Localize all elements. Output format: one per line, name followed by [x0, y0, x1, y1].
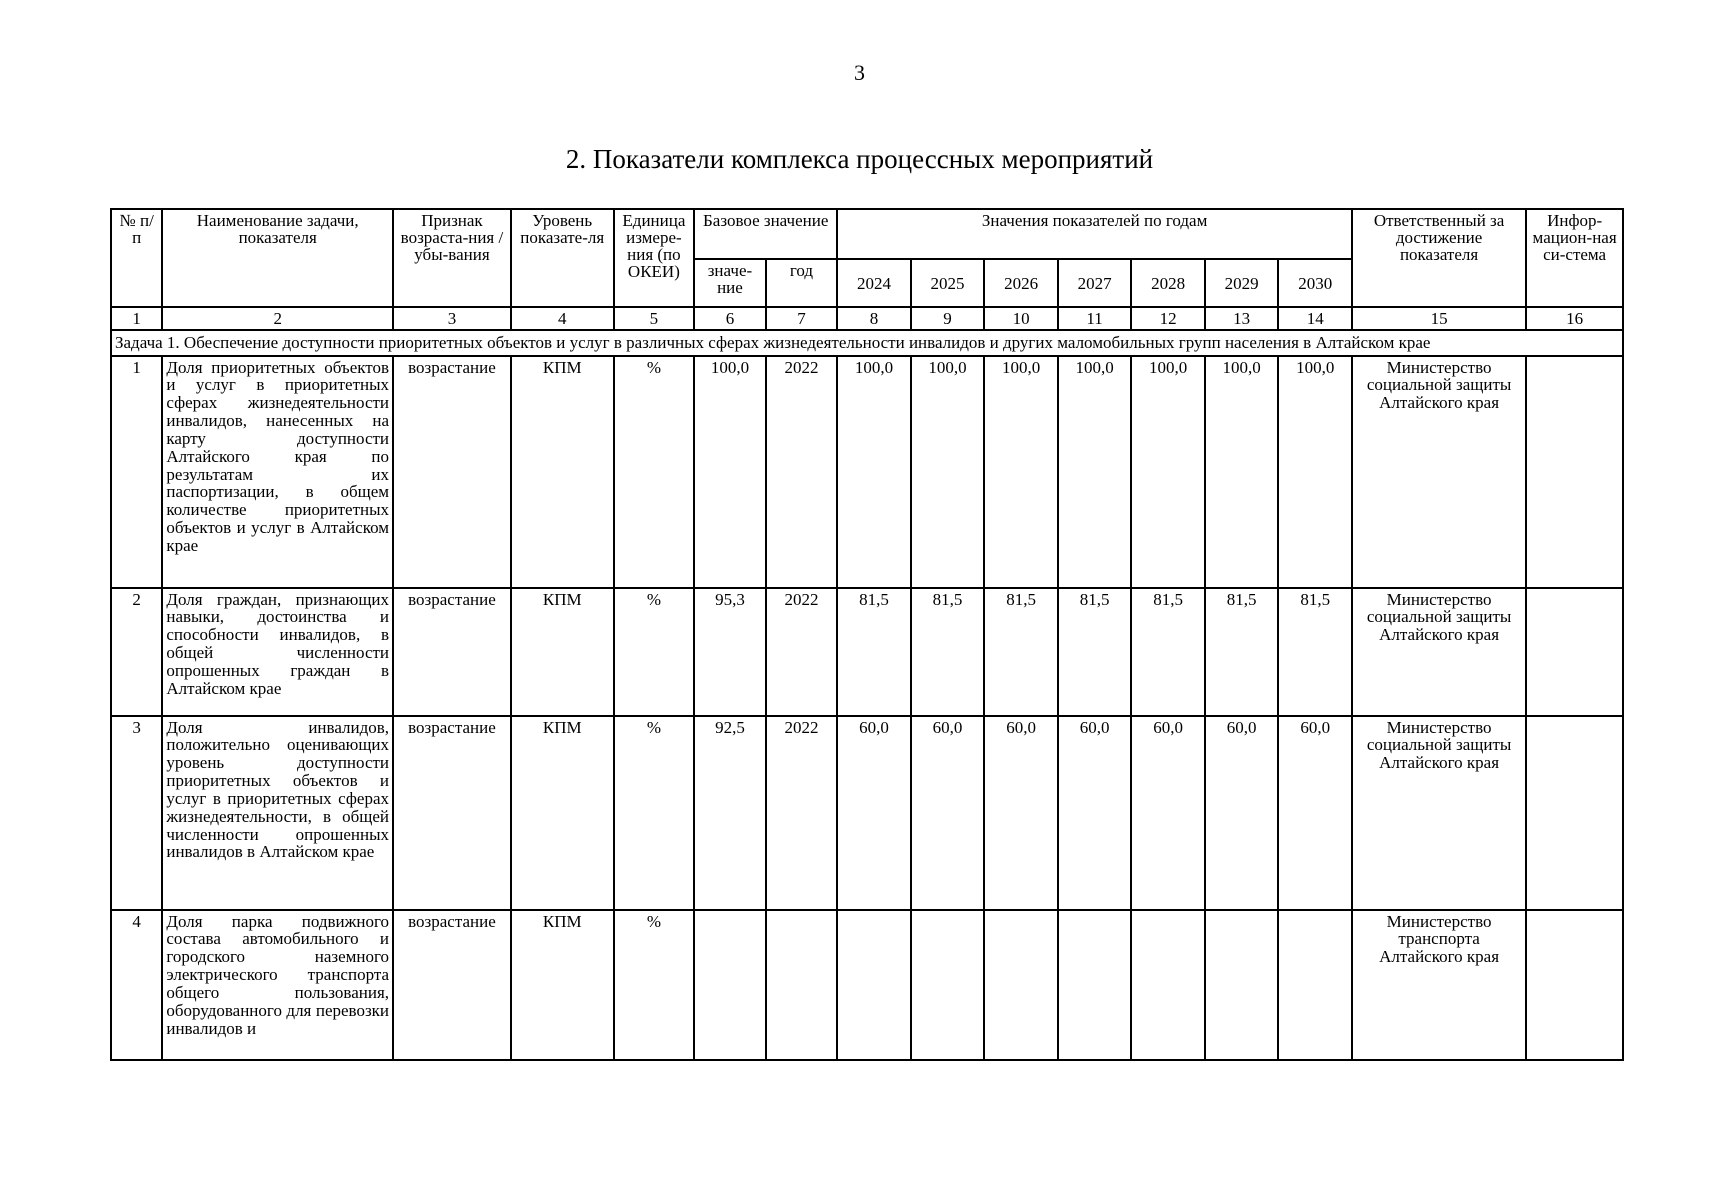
- header-year: 2028: [1131, 259, 1205, 307]
- year-value: 81,5: [911, 588, 985, 716]
- column-number: 4: [511, 307, 614, 330]
- year-value: 100,0: [984, 356, 1058, 588]
- task-row: [111, 330, 1623, 356]
- column-number: 14: [1278, 307, 1352, 330]
- page-title: 2. Показатели комплекса процессных мероприятий: [565, 144, 1154, 174]
- year-value: 100,0: [1131, 356, 1205, 588]
- header-base-year: год: [766, 259, 838, 307]
- indicator-unit: %: [614, 716, 695, 910]
- indicator-name: Доля граждан, признающих навыки, достоинства и способности инвалидов, в общей численности опрошенных граждан в Алтайском крае: [162, 588, 393, 716]
- column-number: 2: [162, 307, 393, 330]
- base-value: 100,0: [694, 356, 766, 588]
- base-value: 95,3: [694, 588, 766, 716]
- year-value: 60,0: [911, 716, 985, 910]
- information-system: [1526, 910, 1623, 1060]
- base-value: 92,5: [694, 716, 766, 910]
- column-number: 11: [1058, 307, 1132, 330]
- column-number: 6: [694, 307, 766, 330]
- base-year: [766, 910, 838, 1060]
- header-year: 2025: [911, 259, 985, 307]
- year-value: [1131, 910, 1205, 1060]
- row-number: 3: [111, 716, 162, 910]
- year-value: [1205, 910, 1279, 1060]
- column-number: 1: [111, 307, 162, 330]
- header-base: Базовое значение: [694, 209, 837, 259]
- table-row: [111, 356, 1623, 588]
- year-value: [984, 910, 1058, 1060]
- column-number: 12: [1131, 307, 1205, 330]
- responsible-ministry: Министерство социальной защиты Алтайского края: [1352, 356, 1526, 588]
- indicator-name: Доля парка подвижного состава автомобильного и городского наземного электрического транспорта общего пользования, оборудованного для перевозки инвалидов и: [162, 910, 393, 1060]
- indicator-unit: %: [614, 910, 695, 1060]
- year-value: 81,5: [1058, 588, 1132, 716]
- table-row: [111, 588, 1623, 716]
- indicator-level: КПМ: [511, 356, 614, 588]
- responsible-ministry: Министерство социальной защиты Алтайского края: [1352, 716, 1526, 910]
- year-value: 60,0: [1058, 716, 1132, 910]
- header-year: 2027: [1058, 259, 1132, 307]
- indicator-sign: возрастание: [393, 910, 511, 1060]
- header-responsible: Ответственный за достижение показателя: [1352, 209, 1526, 307]
- column-number: 8: [837, 307, 911, 330]
- year-value: 100,0: [1278, 356, 1352, 588]
- indicators-table: [110, 208, 1624, 1061]
- column-number: 5: [614, 307, 695, 330]
- information-system: [1526, 588, 1623, 716]
- indicator-level: КПМ: [511, 716, 614, 910]
- base-value: [694, 910, 766, 1060]
- page-number: 3: [854, 60, 865, 85]
- row-number: 1: [111, 356, 162, 588]
- information-system: [1526, 356, 1623, 588]
- column-number: 3: [393, 307, 511, 330]
- header-row-1: [111, 209, 1623, 259]
- year-value: 81,5: [984, 588, 1058, 716]
- row-number: 4: [111, 910, 162, 1060]
- year-value: 60,0: [1278, 716, 1352, 910]
- header-year: 2030: [1278, 259, 1352, 307]
- table-row: [111, 910, 1623, 1060]
- year-value: 81,5: [837, 588, 911, 716]
- indicator-sign: возрастание: [393, 356, 511, 588]
- base-year: 2022: [766, 716, 838, 910]
- year-value: 81,5: [1131, 588, 1205, 716]
- column-number: 16: [1526, 307, 1623, 330]
- indicator-name: Доля приоритетных объектов и услуг в приоритетных сферах жизнедеятельности инвалидов, нанесенных на карту доступности Алтайского края по результатам их паспортизации, в общем количестве приоритетных объектов и услуг в Алтайском крае: [162, 356, 393, 588]
- header-name: Наименование задачи, показателя: [162, 209, 393, 307]
- year-value: [837, 910, 911, 1060]
- year-value: 100,0: [1058, 356, 1132, 588]
- table-row: [111, 716, 1623, 910]
- column-number: 15: [1352, 307, 1526, 330]
- indicator-unit: %: [614, 588, 695, 716]
- year-value: 81,5: [1278, 588, 1352, 716]
- column-number: 7: [766, 307, 838, 330]
- information-system: [1526, 716, 1623, 910]
- year-value: 100,0: [837, 356, 911, 588]
- column-number-row: [111, 307, 1623, 330]
- indicator-name: Доля инвалидов, положительно оценивающих уровень доступности приоритетных объектов и услуг в приоритетных сферах жизнедеятельности, в общей численности опрошенных инвалидов в Алтайском крае: [162, 716, 393, 910]
- header-sign: Признак возраста-ния / убы-вания: [393, 209, 511, 307]
- header-years-group: Значения показателей по годам: [837, 209, 1352, 259]
- row-number: 2: [111, 588, 162, 716]
- header-unit: Единица измере-ния (по ОКЕИ): [614, 209, 695, 307]
- header-no: № п/п: [111, 209, 162, 307]
- responsible-ministry: Министерство транспорта Алтайского края: [1352, 910, 1526, 1060]
- base-year: 2022: [766, 356, 838, 588]
- responsible-ministry: Министерство социальной защиты Алтайского края: [1352, 588, 1526, 716]
- header-level: Уровень показате-ля: [511, 209, 614, 307]
- indicator-sign: возрастание: [393, 588, 511, 716]
- indicator-level: КПМ: [511, 588, 614, 716]
- header-system: Инфор-мацион-ная си-стема: [1526, 209, 1623, 307]
- indicator-sign: возрастание: [393, 716, 511, 910]
- year-value: [911, 910, 985, 1060]
- header-base-value: значе-ние: [694, 259, 766, 307]
- indicator-level: КПМ: [511, 910, 614, 1060]
- header-year: 2024: [837, 259, 911, 307]
- year-value: 60,0: [984, 716, 1058, 910]
- year-value: 60,0: [1131, 716, 1205, 910]
- column-number: 13: [1205, 307, 1279, 330]
- year-value: 100,0: [911, 356, 985, 588]
- year-value: 100,0: [1205, 356, 1279, 588]
- year-value: 81,5: [1205, 588, 1279, 716]
- indicator-unit: %: [614, 356, 695, 588]
- column-number: 9: [911, 307, 985, 330]
- base-year: 2022: [766, 588, 838, 716]
- year-value: [1058, 910, 1132, 1060]
- task-title: Задача 1. Обеспечение доступности приоритетных объектов и услуг в различных сферах жизнедеятельности инвалидов и других маломобильных групп населения в Алтайском крае: [111, 330, 1623, 356]
- year-value: [1278, 910, 1352, 1060]
- header-year: 2026: [984, 259, 1058, 307]
- header-year: 2029: [1205, 259, 1279, 307]
- year-value: 60,0: [1205, 716, 1279, 910]
- year-value: 60,0: [837, 716, 911, 910]
- column-number: 10: [984, 307, 1058, 330]
